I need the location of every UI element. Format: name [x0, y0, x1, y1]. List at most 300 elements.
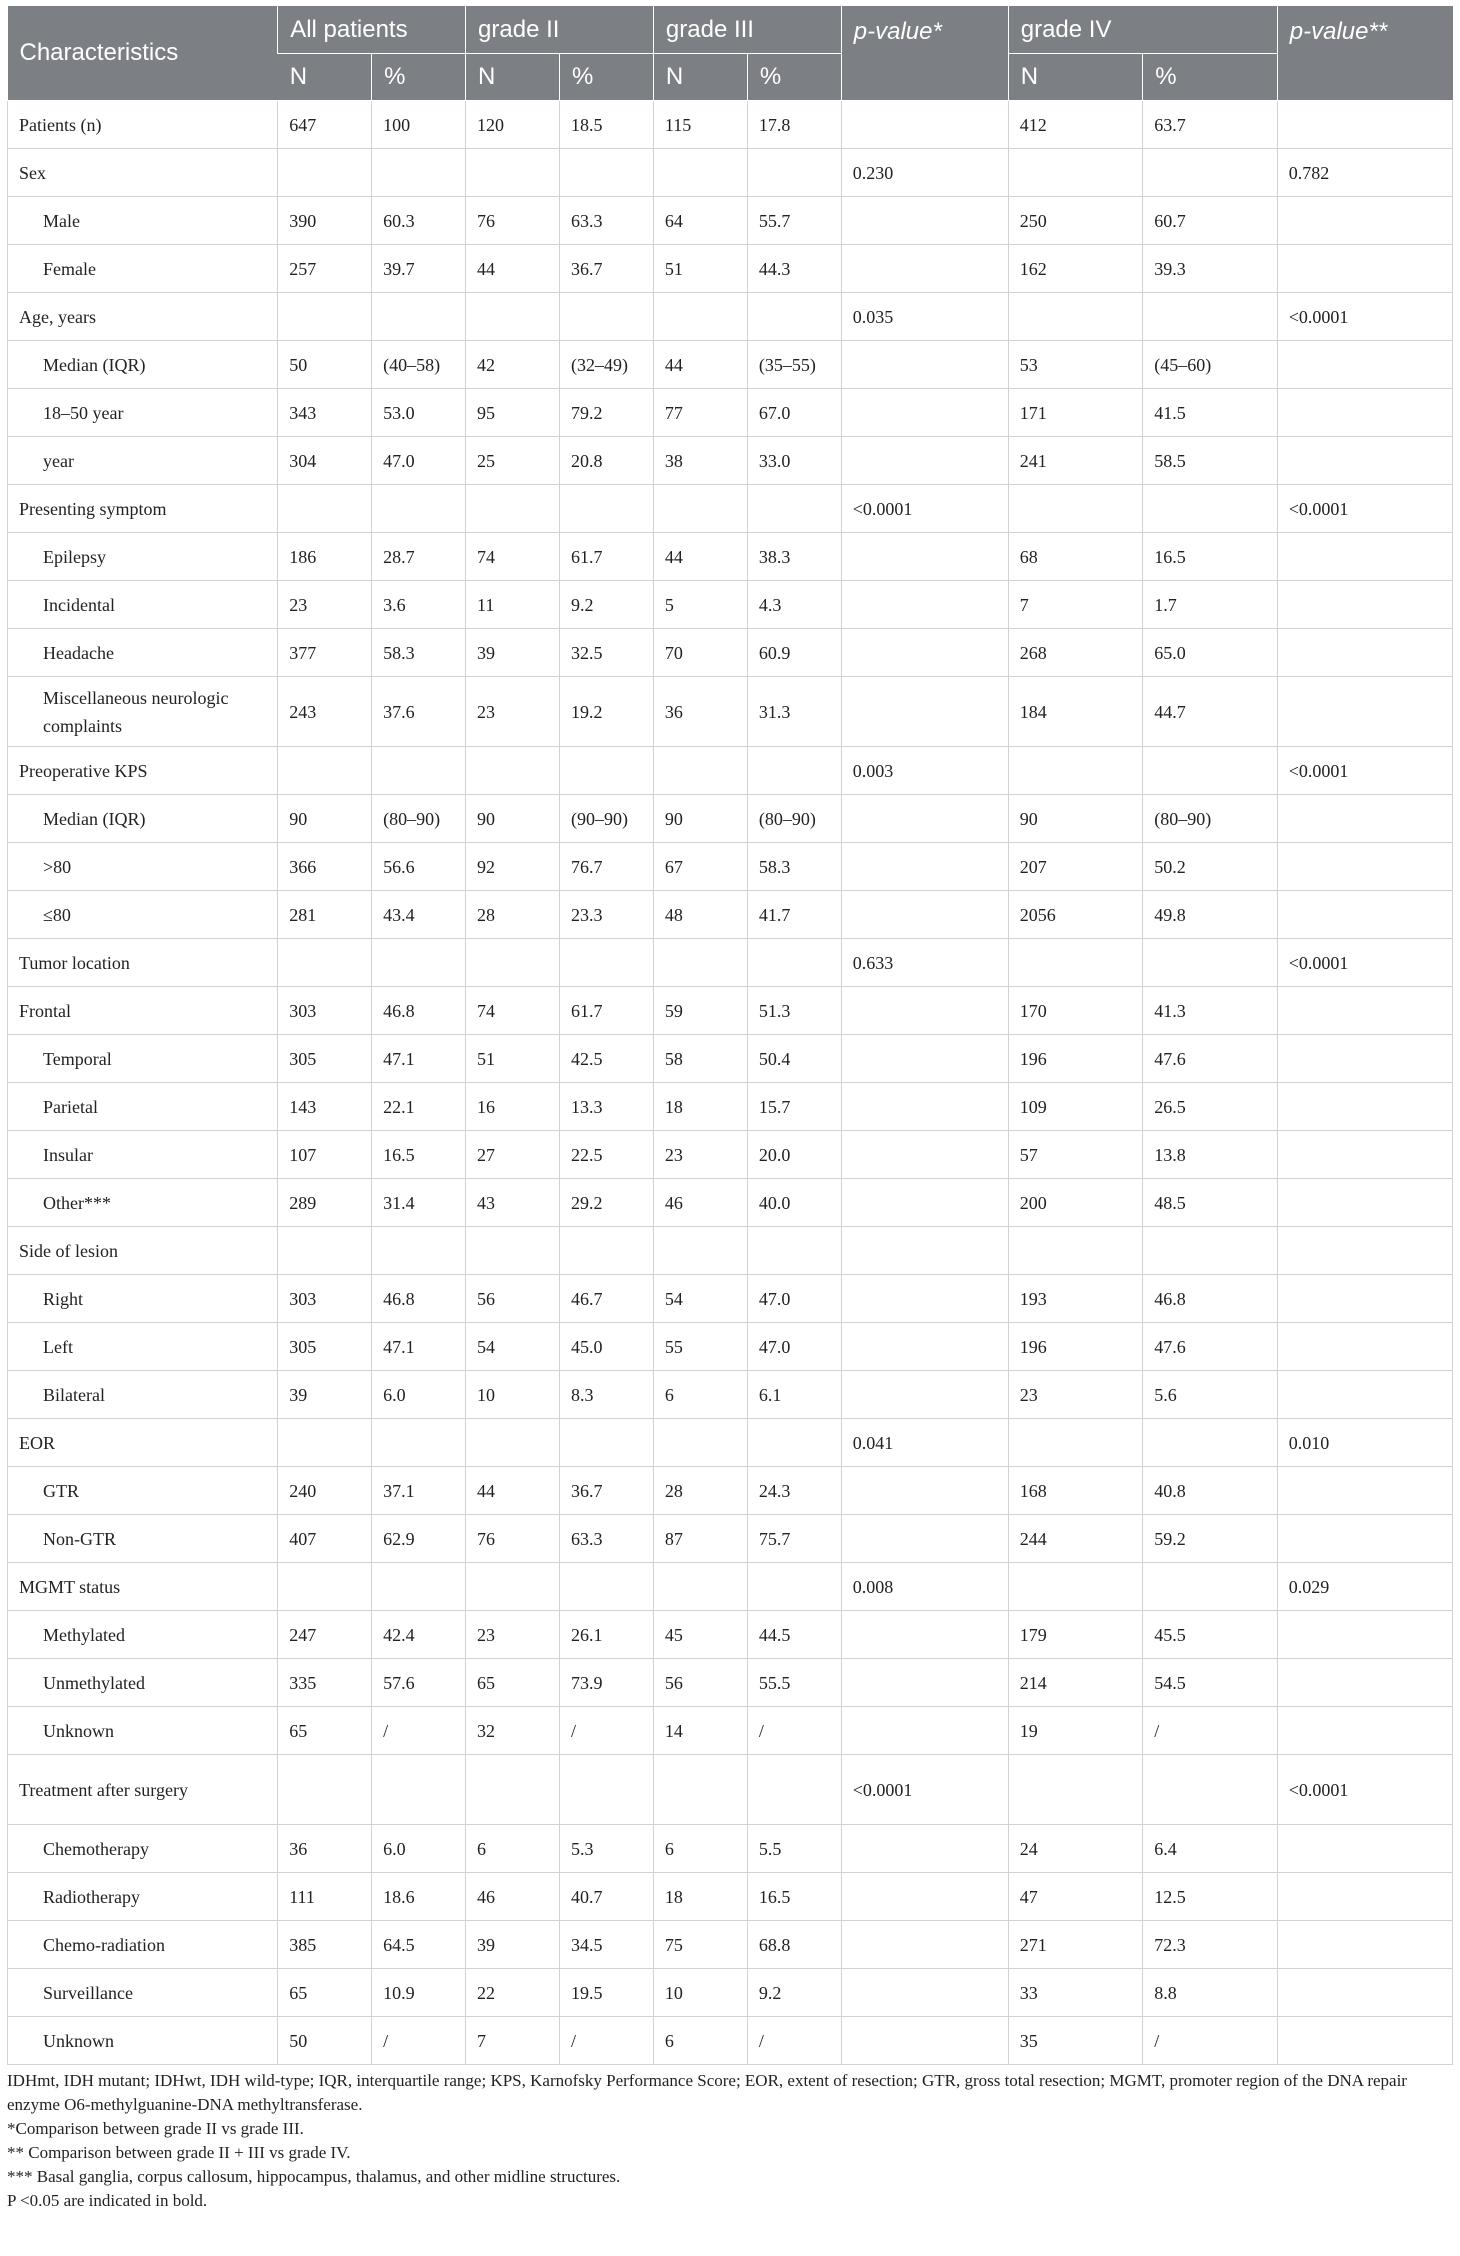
- table-cell: 54: [466, 1323, 560, 1371]
- table-cell: [653, 747, 747, 795]
- table-cell: 44: [466, 1467, 560, 1515]
- table-cell: 58.3: [747, 843, 841, 891]
- table-cell: 38: [653, 437, 747, 485]
- header-pvalue-2-text: p-value**: [1289, 18, 1388, 45]
- table-cell: [466, 293, 560, 341]
- table-row: [8, 629, 1453, 677]
- table-cell: 335: [278, 1659, 372, 1707]
- table-cell: 6.1: [747, 1371, 841, 1419]
- table-cell: 48: [653, 891, 747, 939]
- table-cell: <0.0001: [1277, 1755, 1452, 1825]
- table-cell: [372, 1419, 466, 1467]
- table-cell: [841, 1707, 1008, 1755]
- row-label: Chemotherapy: [8, 1825, 278, 1873]
- table-cell: [278, 1755, 372, 1825]
- table-cell: 95: [466, 389, 560, 437]
- table-cell: 55.7: [747, 197, 841, 245]
- table-cell: [1277, 1611, 1452, 1659]
- table-cell: [278, 1419, 372, 1467]
- table-cell: [1277, 2017, 1452, 2065]
- table-cell: 41.7: [747, 891, 841, 939]
- table-cell: [747, 1419, 841, 1467]
- table-cell: [1143, 747, 1278, 795]
- table-cell: 115: [653, 101, 747, 149]
- table-row: [8, 747, 1453, 795]
- table-cell: [1277, 1467, 1452, 1515]
- table-cell: 18.5: [559, 101, 653, 149]
- table-cell: [1008, 485, 1143, 533]
- table-cell: 385: [278, 1921, 372, 1969]
- table-cell: /: [1143, 1707, 1278, 1755]
- table-cell: 33.0: [747, 437, 841, 485]
- table-cell: [1277, 1227, 1452, 1275]
- table-cell: [1143, 1563, 1278, 1611]
- table-cell: [559, 939, 653, 987]
- table-cell: 14: [653, 1707, 747, 1755]
- table-cell: 6: [653, 1371, 747, 1419]
- table-cell: 50.2: [1143, 843, 1278, 891]
- table-cell: 34.5: [559, 1921, 653, 1969]
- characteristics-table: [7, 6, 1453, 2065]
- table-row: [8, 1563, 1453, 1611]
- table-cell: (80–90): [1143, 795, 1278, 843]
- table-cell: 18: [653, 1083, 747, 1131]
- table-cell: [1277, 1179, 1452, 1227]
- table-row: [8, 1035, 1453, 1083]
- table-row: [8, 2017, 1453, 2065]
- table-cell: [278, 939, 372, 987]
- table-cell: [841, 437, 1008, 485]
- header-n: N: [466, 54, 560, 101]
- table-row: [8, 293, 1453, 341]
- table-cell: [1008, 1755, 1143, 1825]
- table-cell: [841, 1179, 1008, 1227]
- table-cell: 289: [278, 1179, 372, 1227]
- table-cell: 5: [653, 581, 747, 629]
- row-label: Headache: [8, 629, 278, 677]
- table-row: [8, 1755, 1453, 1825]
- footnote-1: *Comparison between grade II vs grade III.: [7, 2119, 304, 2138]
- table-cell: [1277, 1659, 1452, 1707]
- table-cell: [1143, 149, 1278, 197]
- table-cell: [1277, 341, 1452, 389]
- table-cell: [841, 1873, 1008, 1921]
- table-cell: 55.5: [747, 1659, 841, 1707]
- table-cell: [1008, 149, 1143, 197]
- table-cell: 32.5: [559, 629, 653, 677]
- table-cell: <0.0001: [1277, 939, 1452, 987]
- table-cell: 53.0: [372, 389, 466, 437]
- table-row: [8, 389, 1453, 437]
- table-cell: [278, 293, 372, 341]
- table-cell: 76: [466, 1515, 560, 1563]
- footnotes: [7, 2069, 1453, 2213]
- row-label: Incidental: [8, 581, 278, 629]
- table-cell: 13.3: [559, 1083, 653, 1131]
- table-cell: 70: [653, 629, 747, 677]
- table-cell: 8.3: [559, 1371, 653, 1419]
- table-cell: 56: [653, 1659, 747, 1707]
- table-cell: [653, 1563, 747, 1611]
- table-cell: [466, 1563, 560, 1611]
- table-cell: [1143, 1227, 1278, 1275]
- table-cell: 50: [278, 2017, 372, 2065]
- table-cell: [1143, 1419, 1278, 1467]
- table-row: [8, 101, 1453, 149]
- row-label: Median (IQR): [8, 795, 278, 843]
- table-cell: 28: [653, 1467, 747, 1515]
- table-cell: <0.0001: [841, 1755, 1008, 1825]
- table-cell: 58.3: [372, 629, 466, 677]
- row-label: Presenting symptom: [8, 485, 278, 533]
- table-cell: 25: [466, 437, 560, 485]
- table-row: [8, 1083, 1453, 1131]
- header-n: N: [653, 54, 747, 101]
- table-row: [8, 245, 1453, 293]
- table-cell: 44.5: [747, 1611, 841, 1659]
- table-cell: 51: [653, 245, 747, 293]
- table-cell: [372, 1563, 466, 1611]
- table-cell: 29.2: [559, 1179, 653, 1227]
- table-cell: 51.3: [747, 987, 841, 1035]
- table-cell: 8.8: [1143, 1969, 1278, 2017]
- table-row: [8, 197, 1453, 245]
- table-cell: 303: [278, 987, 372, 1035]
- table-cell: 120: [466, 101, 560, 149]
- row-label: 18–50 year: [8, 389, 278, 437]
- table-row: [8, 939, 1453, 987]
- table-cell: [1277, 891, 1452, 939]
- table-cell: 12.5: [1143, 1873, 1278, 1921]
- table-cell: [841, 987, 1008, 1035]
- table-cell: [653, 1227, 747, 1275]
- table-cell: [559, 293, 653, 341]
- table-cell: [1277, 1921, 1452, 1969]
- table-cell: 10: [466, 1371, 560, 1419]
- table-row: [8, 1275, 1453, 1323]
- table-cell: 6: [653, 1825, 747, 1873]
- header-characteristics: Characteristics: [8, 6, 278, 101]
- table-cell: 22.1: [372, 1083, 466, 1131]
- table-cell: 68: [1008, 533, 1143, 581]
- table-cell: 41.5: [1143, 389, 1278, 437]
- table-cell: 62.9: [372, 1515, 466, 1563]
- header-n: N: [1008, 54, 1143, 101]
- table-cell: 5.6: [1143, 1371, 1278, 1419]
- table-cell: 46.8: [372, 1275, 466, 1323]
- table-cell: [559, 1419, 653, 1467]
- header-pct: %: [559, 54, 653, 101]
- table-cell: 36.7: [559, 245, 653, 293]
- table-cell: 47.0: [747, 1323, 841, 1371]
- table-cell: 55: [653, 1323, 747, 1371]
- table-cell: 24.3: [747, 1467, 841, 1515]
- table-cell: [841, 1083, 1008, 1131]
- table-cell: 65.0: [1143, 629, 1278, 677]
- table-cell: 16.5: [1143, 533, 1278, 581]
- row-label: Other***: [8, 1179, 278, 1227]
- header-pvalue-1-text: p-value*: [853, 18, 942, 45]
- table-cell: 44: [466, 245, 560, 293]
- row-label: Miscellaneous neurologic complaints: [8, 677, 278, 747]
- table-cell: 90: [1008, 795, 1143, 843]
- table-cell: 57: [1008, 1131, 1143, 1179]
- table-cell: 17.8: [747, 101, 841, 149]
- table-cell: 38.3: [747, 533, 841, 581]
- table-cell: 31.4: [372, 1179, 466, 1227]
- table-cell: 23.3: [559, 891, 653, 939]
- table-cell: 59.2: [1143, 1515, 1278, 1563]
- table-cell: [1277, 1969, 1452, 2017]
- table-cell: 63.3: [559, 1515, 653, 1563]
- table-cell: [1277, 1707, 1452, 1755]
- table-cell: 65: [278, 1707, 372, 1755]
- table-row: [8, 1969, 1453, 2017]
- table-cell: 244: [1008, 1515, 1143, 1563]
- footnote-abbreviations: IDHmt, IDH mutant; IDHwt, IDH wild-type; IQR, interquartile range; KPS, Karnofsky Performance Score; EOR, extent of resection; GTR, gross total resection; MGMT, promoter region of the DNA repair enzyme O6-methylguanine-DNA methyltransferase.: [7, 2071, 1407, 2114]
- table-cell: 186: [278, 533, 372, 581]
- table-row: [8, 843, 1453, 891]
- table-cell: [372, 485, 466, 533]
- table-cell: 73.9: [559, 1659, 653, 1707]
- table-cell: 200: [1008, 1179, 1143, 1227]
- table-cell: 46.8: [372, 987, 466, 1035]
- table-row: [8, 1659, 1453, 1707]
- table-cell: [747, 293, 841, 341]
- table-cell: 90: [466, 795, 560, 843]
- table-cell: 48.5: [1143, 1179, 1278, 1227]
- table-cell: 0.230: [841, 149, 1008, 197]
- table-cell: 305: [278, 1323, 372, 1371]
- row-label: Chemo-radiation: [8, 1921, 278, 1969]
- table-cell: 60.7: [1143, 197, 1278, 245]
- table-cell: [559, 1227, 653, 1275]
- table-cell: 16: [466, 1083, 560, 1131]
- table-cell: 5.3: [559, 1825, 653, 1873]
- table-cell: 46.8: [1143, 1275, 1278, 1323]
- table-cell: 196: [1008, 1323, 1143, 1371]
- row-label: Sex: [8, 149, 278, 197]
- table-cell: [841, 629, 1008, 677]
- table-cell: [747, 485, 841, 533]
- table-cell: 1.7: [1143, 581, 1278, 629]
- table-row: [8, 677, 1453, 747]
- row-label: Radiotherapy: [8, 1873, 278, 1921]
- table-row: [8, 1371, 1453, 1419]
- table-header: [8, 6, 1453, 101]
- header-pvalue-1: [841, 6, 1008, 101]
- table-cell: 44: [653, 341, 747, 389]
- table-cell: [466, 149, 560, 197]
- table-cell: [1143, 485, 1278, 533]
- table-cell: 39.3: [1143, 245, 1278, 293]
- table-cell: 196: [1008, 1035, 1143, 1083]
- table-cell: 74: [466, 987, 560, 1035]
- table-cell: [372, 1755, 466, 1825]
- table-cell: 7: [1008, 581, 1143, 629]
- table-cell: 76.7: [559, 843, 653, 891]
- table-cell: 31.3: [747, 677, 841, 747]
- table-cell: 9.2: [559, 581, 653, 629]
- table-cell: 39.7: [372, 245, 466, 293]
- table-cell: 42.5: [559, 1035, 653, 1083]
- table-cell: 32: [466, 1707, 560, 1755]
- table-cell: [653, 1419, 747, 1467]
- row-label: Unknown: [8, 1707, 278, 1755]
- table-cell: 92: [466, 843, 560, 891]
- table-cell: 19.5: [559, 1969, 653, 2017]
- table-cell: [1277, 197, 1452, 245]
- row-label: Left: [8, 1323, 278, 1371]
- table-cell: 26.1: [559, 1611, 653, 1659]
- table-cell: [841, 1275, 1008, 1323]
- table-cell: 16.5: [747, 1873, 841, 1921]
- table-cell: 19: [1008, 1707, 1143, 1755]
- table-row: [8, 1921, 1453, 1969]
- table-cell: (40–58): [372, 341, 466, 389]
- footnote-2: ** Comparison between grade II + III vs grade IV.: [7, 2143, 351, 2162]
- table-cell: 47.1: [372, 1323, 466, 1371]
- table-cell: [466, 485, 560, 533]
- table-cell: [747, 1755, 841, 1825]
- table-row: [8, 1131, 1453, 1179]
- row-label: Epilepsy: [8, 533, 278, 581]
- table-cell: [841, 197, 1008, 245]
- table-cell: 304: [278, 437, 372, 485]
- table-cell: 22: [466, 1969, 560, 2017]
- table-cell: [1277, 795, 1452, 843]
- table-cell: [372, 293, 466, 341]
- table-cell: [841, 891, 1008, 939]
- table-cell: 6.0: [372, 1371, 466, 1419]
- table-cell: 50.4: [747, 1035, 841, 1083]
- table-cell: [559, 1755, 653, 1825]
- table-cell: 303: [278, 1275, 372, 1323]
- table-cell: 343: [278, 389, 372, 437]
- table-cell: [466, 1227, 560, 1275]
- table-cell: 56.6: [372, 843, 466, 891]
- table-cell: [841, 795, 1008, 843]
- header-pct: %: [747, 54, 841, 101]
- table-row: [8, 485, 1453, 533]
- table-cell: [1277, 629, 1452, 677]
- table-cell: [1277, 101, 1452, 149]
- row-label: MGMT status: [8, 1563, 278, 1611]
- table-cell: 90: [278, 795, 372, 843]
- table-cell: 407: [278, 1515, 372, 1563]
- table-cell: /: [559, 1707, 653, 1755]
- table-cell: 143: [278, 1083, 372, 1131]
- table-cell: 61.7: [559, 987, 653, 1035]
- table-row: [8, 1611, 1453, 1659]
- table-cell: 107: [278, 1131, 372, 1179]
- table-cell: [1277, 533, 1452, 581]
- table-cell: 72.3: [1143, 1921, 1278, 1969]
- table-cell: 26.5: [1143, 1083, 1278, 1131]
- table-cell: 47.0: [372, 437, 466, 485]
- table-cell: [372, 747, 466, 795]
- table-cell: [1277, 1035, 1452, 1083]
- table-cell: 10.9: [372, 1969, 466, 2017]
- row-label: Insular: [8, 1131, 278, 1179]
- table-cell: 0.041: [841, 1419, 1008, 1467]
- table-cell: [841, 1921, 1008, 1969]
- table-cell: 193: [1008, 1275, 1143, 1323]
- table-cell: 75: [653, 1921, 747, 1969]
- table-cell: 36: [653, 677, 747, 747]
- table-cell: 214: [1008, 1659, 1143, 1707]
- table-cell: 6: [466, 1825, 560, 1873]
- header-all-patients: All patients: [278, 6, 466, 54]
- table-cell: 53: [1008, 341, 1143, 389]
- table-cell: 47.6: [1143, 1035, 1278, 1083]
- table-cell: [372, 149, 466, 197]
- table-cell: 61.7: [559, 533, 653, 581]
- table-cell: [841, 341, 1008, 389]
- table-cell: 65: [278, 1969, 372, 2017]
- table-cell: 40.7: [559, 1873, 653, 1921]
- row-label: Unmethylated: [8, 1659, 278, 1707]
- table-cell: [278, 747, 372, 795]
- table-cell: [841, 101, 1008, 149]
- table-cell: [1143, 293, 1278, 341]
- row-label: Side of lesion: [8, 1227, 278, 1275]
- table-cell: 0.008: [841, 1563, 1008, 1611]
- table-cell: [841, 245, 1008, 293]
- table-cell: [1008, 747, 1143, 795]
- table-cell: (45–60): [1143, 341, 1278, 389]
- table-row: [8, 1467, 1453, 1515]
- row-label: Tumor location: [8, 939, 278, 987]
- header-pvalue-2: [1277, 6, 1452, 101]
- table-cell: /: [1143, 2017, 1278, 2065]
- table-cell: 45: [653, 1611, 747, 1659]
- table-cell: 0.003: [841, 747, 1008, 795]
- table-cell: 24: [1008, 1825, 1143, 1873]
- table-cell: [1277, 581, 1452, 629]
- table-cell: 33: [1008, 1969, 1143, 2017]
- table-cell: 100: [372, 101, 466, 149]
- table-cell: 6.0: [372, 1825, 466, 1873]
- row-label: Non-GTR: [8, 1515, 278, 1563]
- table-cell: [1277, 1083, 1452, 1131]
- table-cell: 47.1: [372, 1035, 466, 1083]
- table-cell: [841, 1323, 1008, 1371]
- table-cell: [653, 1755, 747, 1825]
- table-cell: [559, 1563, 653, 1611]
- table-cell: 241: [1008, 437, 1143, 485]
- row-label: Parietal: [8, 1083, 278, 1131]
- table-cell: [747, 149, 841, 197]
- row-label: Male: [8, 197, 278, 245]
- table-cell: 16.5: [372, 1131, 466, 1179]
- table-cell: [841, 677, 1008, 747]
- table-cell: 390: [278, 197, 372, 245]
- table-cell: 68.8: [747, 1921, 841, 1969]
- table-cell: 64: [653, 197, 747, 245]
- table-row: [8, 533, 1453, 581]
- table-cell: 243: [278, 677, 372, 747]
- table-cell: [1277, 677, 1452, 747]
- table-cell: 54.5: [1143, 1659, 1278, 1707]
- row-label: Preoperative KPS: [8, 747, 278, 795]
- table-cell: 28.7: [372, 533, 466, 581]
- table-cell: 281: [278, 891, 372, 939]
- table-cell: 23: [466, 677, 560, 747]
- row-label: Methylated: [8, 1611, 278, 1659]
- table-cell: [841, 843, 1008, 891]
- table-cell: (80–90): [747, 795, 841, 843]
